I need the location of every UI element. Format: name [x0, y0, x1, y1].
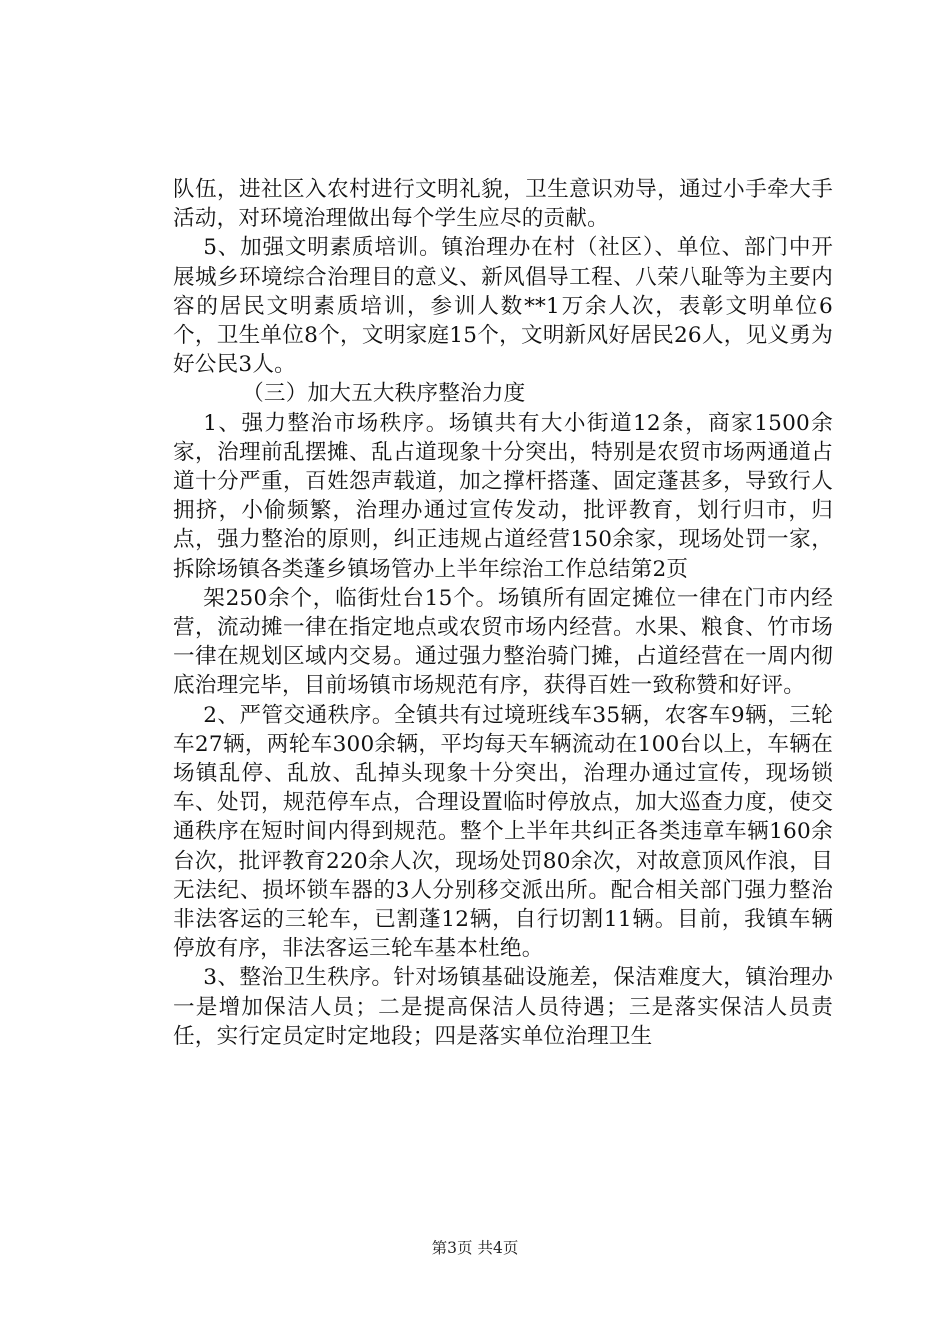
paragraph-traffic-order: 2、严管交通秩序。全镇共有过境班线车35辆，农客车9辆，三轮车27辆，两轮车300余辆，平均每天车辆流动在100台以上，车辆在场镇乱停、乱放、乱掉头现象十分突出，治理办通过宣传，现场锁车、处罚，规范停车点，合理设置临时停放点，加大巡查力度，使交通秩序在短时间内得到规范。整个上半年共纠正各类违章车辆160余台次，批评教育220余人次，现场处罚80余次，对故意顶风作浪，目无法纪、损坏锁车器的3人分别移交派出所。配合相关部门强力整治非法客运的三轮车，已割蓬12辆，自行切割11辆。目前，我镇车辆停放有序，非法客运三轮车基本杜绝。	[173, 702, 833, 962]
paragraph-continuation: 队伍，进社区入农村进行文明礼貌，卫生意识劝导，通过小手牵大手活动，对环境治理做出每个学生应尽的贡献。	[173, 177, 833, 232]
paragraph-sanitation-order: 3、整治卫生秩序。针对场镇基础设施差，保洁难度大，镇治理办一是增加保洁人员；二是提高保洁人员待遇；三是落实保洁人员责任，实行定员定时定地段；四是落实单位治理卫生	[173, 965, 833, 1049]
paragraph-market-order: 1、强力整治市场秩序。场镇共有大小街道12条，商家1500余家，治理前乱摆摊、乱占道现象十分突出，特别是农贸市场两通道占道十分严重，百姓怨声载道，加之撑杆搭蓬、固定蓬甚多，导致行人拥挤，小偷频繁，治理办通过宣传发动，批评教育，划行归市，归点，强力整治的原则，纠正违规占道经营150余家，现场处罚一家，拆除场镇各类蓬乡镇场管办上半年综治工作总结第2页	[173, 410, 833, 582]
paragraph-market-order-cont: 架250余个，临街灶台15个。场镇所有固定摊位一律在门市内经营，流动摊一律在指定地点或农贸市场内经营。水果、粮食、竹市场一律在规划区域内交易。通过强力整治骑门摊，占道经营在一周内彻底治理完毕，目前场镇市场规范有序，获得百姓一致称赞和好评。	[173, 585, 833, 699]
paragraph-item-5: 5、加强文明素质培训。镇治理办在村（社区）、单位、部门中开展城乡环境综合治理目的意义、新风倡导工程、八荣八耻等为主要内容的居民文明素质培训，参训人数**1万余人次，表彰文明单位6个，卫生单位8个，文明家庭15个，文明新风好居民26人，见义勇为好公民3人。	[173, 235, 833, 378]
document-body	[173, 175, 833, 1051]
page-number-footer: 第3页 共4页	[431, 1239, 519, 1257]
section-heading-3: （三）加大五大秩序整治力度	[242, 381, 526, 407]
